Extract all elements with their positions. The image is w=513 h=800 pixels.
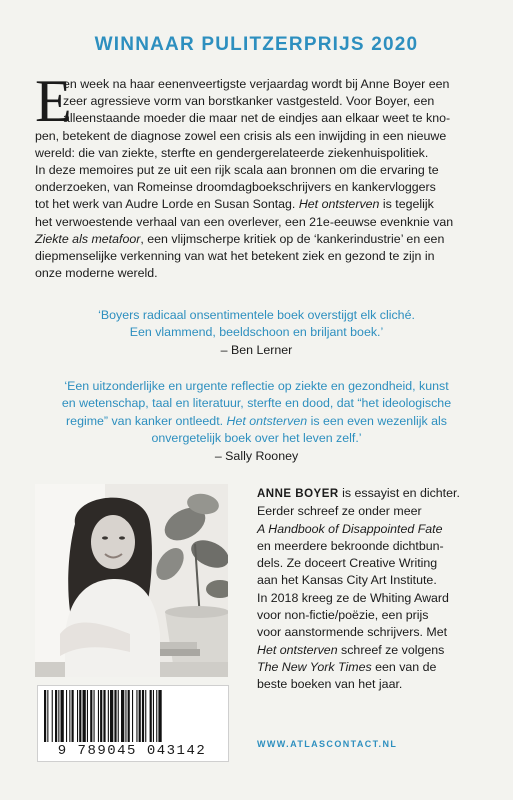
barcode-bar (100, 690, 102, 742)
blurb-line: wereld: die van ziekte, sterfte en gendergerelateerde ziekenhuispolitiek. (35, 145, 429, 160)
isbn-number: 9 789045 043142 (57, 743, 207, 759)
author-photo-illustration (35, 484, 228, 677)
author-bio (257, 485, 487, 694)
blurb-paragraph (35, 68, 480, 282)
barcode-bar (145, 690, 146, 742)
barcode-bar (108, 690, 109, 742)
bio-line: ANNE BOYER is essayist en dichter. (257, 486, 460, 500)
bio-line: A Handbook of Disappointed Fate (257, 521, 443, 536)
quote-line: ‘Een uitzonderlijke en urgente reflectie op ziekte en gezondheid, kunst (64, 379, 449, 393)
blurb-line: onderzoeken, van Romeinse droomdagboekschrijvers en kankervloggers (35, 180, 436, 195)
barcode-bar (125, 690, 126, 742)
barcode-bar (94, 690, 95, 742)
bio-line: voor aanstormende schrijvers. Met (257, 625, 448, 640)
blurb-line: onze moderne wereld. (35, 266, 158, 281)
publisher-website: WWW.ATLASCONTACT.NL (257, 739, 398, 749)
barcode-bar (153, 690, 154, 742)
headline-award: WINNAAR PULITZERPRIJS 2020 (94, 34, 419, 55)
blurb-line: diepmenselijke verkenning van wat het betekent ziek en gezond te zijn in (35, 249, 435, 264)
bio-line: The New York Times een van de (257, 659, 437, 674)
author-photo (35, 484, 228, 677)
barcode-bar (114, 690, 116, 742)
barcode-bar (150, 690, 152, 742)
blurb-line: en week na haar eenenveertigste verjaardag wordt bij Anne Boyer een (63, 77, 450, 91)
barcode-bar (83, 690, 86, 742)
bio-line: Eerder schreef ze onder meer (257, 504, 422, 519)
barcode-bar (156, 690, 157, 742)
blurb-line: pen, betekent de diagnose zowel een crisis als een inwijding in een nieuwe (35, 128, 447, 143)
barcode-bar (77, 690, 78, 742)
quote-attribution: – Sally Rooney (214, 448, 299, 463)
barcode-bar (110, 690, 113, 742)
author-name: ANNE BOYER (257, 488, 339, 500)
review-quote-rooney (0, 378, 513, 465)
barcode-bar (132, 690, 133, 742)
barcode-bar (139, 690, 141, 742)
bio-line: beste boeken van het jaar. (257, 677, 403, 692)
blurb-line: zeer agressieve vorm van borstkanker vastgesteld. Voor Boyer, een (63, 94, 435, 109)
isbn-barcode (37, 685, 229, 762)
quote-line: Een vlammend, beeldschoon en briljant boek.’ (129, 325, 384, 340)
blurb-line: In deze memoires put ze uit een rijk scala aan bronnen om die ervaring te (35, 163, 439, 178)
bio-line: In 2018 kreeg ze de Whiting Award (257, 590, 449, 605)
quote-line: onvergetelijk boek over het leven zelf.’ (151, 431, 362, 446)
barcode-bar (69, 690, 70, 742)
quote-line: ‘Boyers radicaal onsentimentele boek overstijgt elk cliché. (98, 308, 415, 322)
barcode-bar (136, 690, 137, 742)
quote-line: en wetenschap, taal en literatuur, sterfte en dood, dat “het ideologische (61, 396, 452, 411)
quote-line: regime” van kanker ontleedt. Het ontsterven is een even wezenlijk als (66, 413, 447, 428)
bio-line: en meerdere bekroonde dichtbun- (257, 538, 444, 553)
barcode-bar (118, 690, 119, 742)
blurb-line: tot het werk van Audre Lorde en Susan Sontag. Het ontsterven is tegelijk (35, 197, 434, 212)
barcode-bar (47, 690, 48, 742)
review-quote-lerner (0, 307, 513, 359)
barcode-bar (61, 690, 64, 742)
barcode-bar (79, 690, 81, 742)
blurb-line: het verwoestende verhaal van een overlever, een 21e-eeuwse evenknie van (35, 214, 454, 229)
blurb-line: Ziekte als metafoor, een vlijmscherpe kritiek op de ‘kankerindustrie’ en een (35, 231, 445, 246)
barcode-bar (87, 690, 88, 742)
bio-line: dels. Ze doceert Creative Writing (257, 556, 438, 571)
bio-line: aan het Kansas City Art Institute. (257, 573, 437, 588)
barcode-bar (98, 690, 99, 742)
barcode-bar (58, 690, 59, 742)
drop-cap: E (35, 68, 72, 134)
barcode-bar (44, 690, 46, 742)
bio-line: voor non-fictie/poëzie, een prijs (257, 608, 429, 623)
barcode-bar (55, 690, 57, 742)
barcode-bar (66, 690, 67, 742)
barcode-bar (158, 690, 161, 742)
barcode-bar (103, 690, 105, 742)
barcode-bar (128, 690, 130, 742)
quote-attribution: – Ben Lerner (220, 342, 293, 357)
barcode-bar (72, 690, 74, 742)
blurb-line: alleenstaande moeder die maar net de eindjes aan elkaar weet te kno- (63, 111, 451, 126)
barcode-bar (121, 690, 124, 742)
barcode-bars (42, 690, 224, 742)
barcode-bar (90, 690, 92, 742)
barcode-bar (52, 690, 53, 742)
bio-line: Het ontsterven schreef ze volgens (257, 642, 445, 657)
barcode-bar (142, 690, 144, 742)
